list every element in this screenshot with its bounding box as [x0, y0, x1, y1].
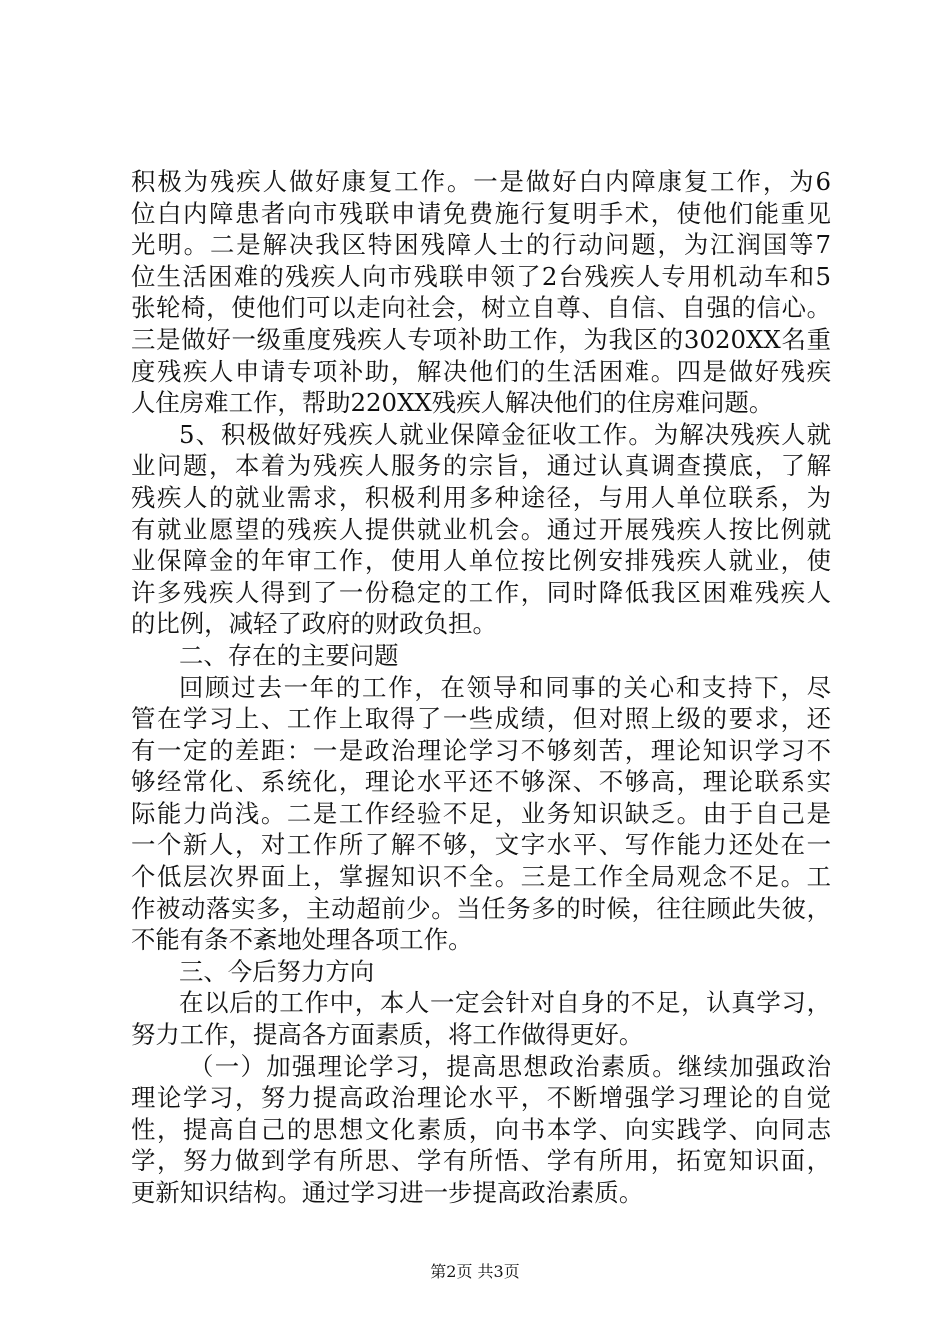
text-line: 更新知识结构。通过学习进一步提高政治素质。	[131, 1178, 644, 1207]
text-line: 够经常化、系统化，理论水平还不够深、不够高，理论联系实	[131, 767, 831, 797]
text-line: 位生活困难的残疾人向市残联申领了2台残疾人专用机动车和5	[131, 261, 831, 291]
paragraph-start-line: 5、积极做好残疾人就业保障金征收工作。为解决残疾人就	[179, 419, 831, 449]
document-body	[131, 166, 831, 1209]
text-line: 人住房难工作，帮助220XX残疾人解决他们的住房难问题。	[131, 388, 774, 418]
text-line: 理论学习，努力提高政治理论水平，不断增强学习理论的自觉	[131, 1083, 831, 1113]
text-line: 业问题，本着为残疾人服务的宗旨，通过认真调查摸底，了解	[131, 451, 831, 481]
text-line: 作被动落实多，主动超前少。当任务多的时候，往往顾此失彼，	[131, 893, 831, 923]
paragraph-start-line: （一）加强理论学习，提高思想政治素质。继续加强政治	[189, 1051, 831, 1081]
text-line: 位白内障患者向市残联申请免费施行复明手术，使他们能重见	[131, 198, 831, 228]
section-heading: 三、今后努力方向	[179, 956, 375, 986]
text-line: 性，提高自己的思想文化素质，向书本学、向实践学、向同志	[131, 1114, 831, 1144]
text-line: 的比例，减轻了政府的财政负担。	[131, 609, 497, 639]
text-line: 有一定的差距：一是政治理论学习不够刻苦，理论知识学习不	[131, 735, 831, 765]
text-line: 三是做好一级重度残疾人专项补助工作，为我区的3020XX名重	[131, 324, 831, 354]
text-line: 一个新人，对工作所了解不够，文字水平、写作能力还处在一	[131, 830, 831, 860]
text-line: 努力工作，提高各方面素质，将工作做得更好。	[131, 1020, 644, 1050]
section-heading: 二、存在的主要问题	[179, 640, 399, 670]
text-line: 残疾人的就业需求，积极利用多种途径，与用人单位联系，为	[131, 482, 831, 512]
text-line: 积极为残疾人做好康复工作。一是做好白内障康复工作，为6	[131, 167, 831, 196]
text-line: 学，努力做到学有所思、学有所悟、学有所用，拓宽知识面，	[131, 1146, 831, 1176]
text-line: 张轮椅，使他们可以走向社会，树立自尊、自信、自强的信心。	[131, 293, 831, 323]
page-number-footer: 第2页 共3页	[430, 1262, 520, 1281]
text-line: 光明。二是解决我区特困残障人士的行动问题，为江润国等7	[131, 230, 831, 260]
text-line: 不能有条不紊地处理各项工作。	[131, 925, 473, 955]
text-line: 度残疾人申请专项补助，解决他们的生活困难。四是做好残疾	[131, 356, 831, 386]
text-line: 际能力尚浅。二是工作经验不足，业务知识缺乏。由于自己是	[131, 798, 831, 828]
text-line: 许多残疾人得到了一份稳定的工作，同时降低我区困难残疾人	[131, 577, 831, 607]
paragraph-start-line: 在以后的工作中，本人一定会针对自身的不足，认真学习，	[179, 988, 831, 1018]
paragraph-start-line: 回顾过去一年的工作，在领导和同事的关心和支持下，尽	[179, 672, 831, 702]
text-line: 有就业愿望的残疾人提供就业机会。通过开展残疾人按比例就	[131, 514, 831, 544]
text-line: 业保障金的年审工作，使用人单位按比例安排残疾人就业，使	[131, 546, 831, 576]
text-line: 管在学习上、工作上取得了一些成绩，但对照上级的要求，还	[131, 704, 831, 734]
text-line: 个低层次界面上，掌握知识不全。三是工作全局观念不足。工	[131, 862, 831, 892]
